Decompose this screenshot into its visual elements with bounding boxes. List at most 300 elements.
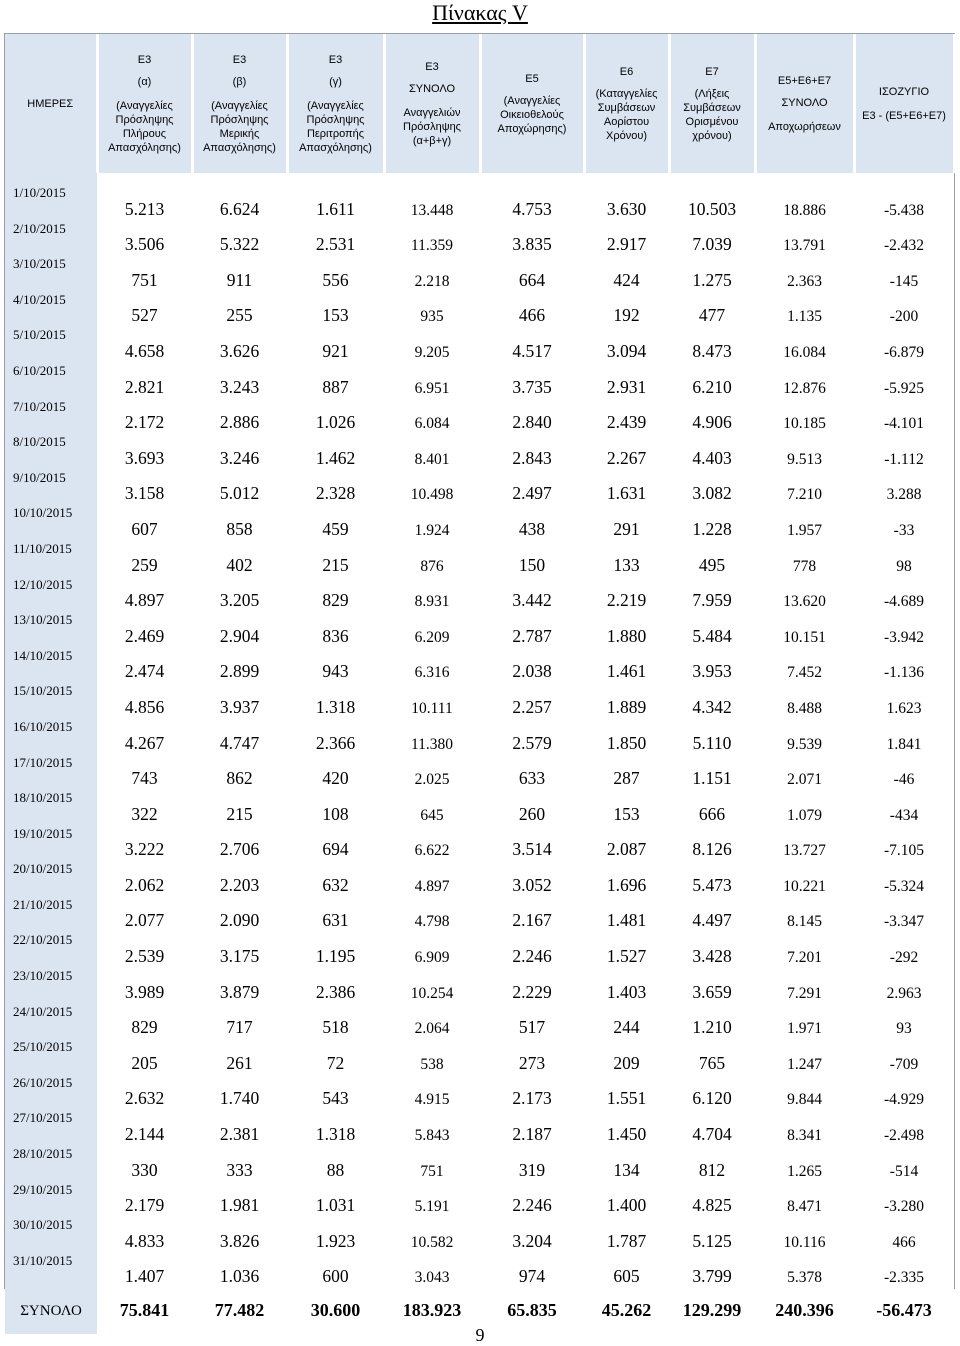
value-cell: 2.219 xyxy=(584,576,669,612)
value-cell: 2.179 xyxy=(97,1181,192,1217)
value-cell: 7.201 xyxy=(755,931,854,967)
total-value: 77.482 xyxy=(192,1287,287,1334)
column-code: Ε5 xyxy=(525,72,539,85)
value-cell: 2.579 xyxy=(480,718,584,754)
value-cell: 2.366 xyxy=(287,718,384,754)
value-cell: 1.079 xyxy=(755,789,854,825)
value-cell: 607 xyxy=(97,504,192,540)
value-cell: 2.386 xyxy=(287,967,384,1003)
value-cell: -514 xyxy=(854,1145,954,1181)
column-code: Ε5+Ε6+Ε7 xyxy=(777,74,832,87)
value-cell: 518 xyxy=(287,1003,384,1039)
value-cell: 6.951 xyxy=(384,362,480,398)
table-row xyxy=(5,433,954,469)
total-label: ΣΥΝΟΛΟ xyxy=(5,1287,97,1334)
value-cell: 1.696 xyxy=(584,860,669,896)
total-value: 75.841 xyxy=(97,1287,192,1334)
date-cell: 2/10/2015 xyxy=(5,220,97,256)
value-cell: 1.481 xyxy=(584,896,669,932)
value-cell: 887 xyxy=(287,362,384,398)
value-cell: 10.582 xyxy=(384,1216,480,1252)
spacer-cell xyxy=(755,173,854,184)
table-row xyxy=(5,1216,954,1252)
value-cell: 98 xyxy=(854,540,954,576)
total-value: 65.835 xyxy=(480,1287,584,1334)
value-cell: 1.841 xyxy=(854,718,954,754)
value-cell: 7.959 xyxy=(669,576,755,612)
value-cell: 3.735 xyxy=(480,362,584,398)
table-row xyxy=(5,789,954,825)
value-cell: 18.886 xyxy=(755,184,854,220)
value-cell: 1.631 xyxy=(584,469,669,505)
value-cell: 10.254 xyxy=(384,967,480,1003)
value-cell: 3.630 xyxy=(584,184,669,220)
value-cell: 632 xyxy=(287,860,384,896)
value-cell: 255 xyxy=(192,291,287,327)
data-table xyxy=(5,34,956,1334)
value-cell: -709 xyxy=(854,1038,954,1074)
value-cell: 2.328 xyxy=(287,469,384,505)
value-cell: -1.112 xyxy=(854,433,954,469)
value-cell: 2.144 xyxy=(97,1109,192,1145)
value-cell: 2.787 xyxy=(480,611,584,647)
date-cell: 19/10/2015 xyxy=(5,825,97,861)
value-cell: 2.840 xyxy=(480,398,584,434)
value-cell: -145 xyxy=(854,255,954,291)
value-cell: 322 xyxy=(97,789,192,825)
date-cell: 20/10/2015 xyxy=(5,860,97,896)
date-cell: 29/10/2015 xyxy=(5,1181,97,1217)
value-cell: 3.204 xyxy=(480,1216,584,1252)
value-cell: 3.094 xyxy=(584,326,669,362)
column-label: ΗΜΕΡΕΣ xyxy=(27,97,74,110)
value-cell: 273 xyxy=(480,1038,584,1074)
value-cell: 2.064 xyxy=(384,1003,480,1039)
value-cell: 3.659 xyxy=(669,967,755,1003)
value-cell: 751 xyxy=(97,255,192,291)
value-cell: 459 xyxy=(287,504,384,540)
value-cell: 1.450 xyxy=(584,1109,669,1145)
value-cell: 2.267 xyxy=(584,433,669,469)
value-cell: -5.438 xyxy=(854,184,954,220)
value-cell: 8.473 xyxy=(669,326,755,362)
value-cell: 3.175 xyxy=(192,931,287,967)
value-cell: 5.125 xyxy=(669,1216,755,1252)
value-cell: 2.038 xyxy=(480,647,584,683)
value-cell: 1.850 xyxy=(584,718,669,754)
table-row xyxy=(5,1074,954,1110)
table-header-row xyxy=(5,34,954,173)
value-cell: 631 xyxy=(287,896,384,932)
value-cell: 5.012 xyxy=(192,469,287,505)
value-cell: 717 xyxy=(192,1003,287,1039)
value-cell: 134 xyxy=(584,1145,669,1181)
column-header xyxy=(854,34,954,173)
value-cell: 1.623 xyxy=(854,682,954,718)
value-cell: 743 xyxy=(97,754,192,790)
value-cell: 2.246 xyxy=(480,931,584,967)
value-cell: 10.498 xyxy=(384,469,480,505)
value-cell: 8.401 xyxy=(384,433,480,469)
spacer-cell xyxy=(5,173,97,184)
value-cell: 664 xyxy=(480,255,584,291)
value-cell: 935 xyxy=(384,291,480,327)
value-cell: 261 xyxy=(192,1038,287,1074)
value-cell: 209 xyxy=(584,1038,669,1074)
value-cell: -5.925 xyxy=(854,362,954,398)
value-cell: 4.753 xyxy=(480,184,584,220)
column-label: Αναγγελιών Πρόσληψης (α+β+γ) xyxy=(403,106,461,147)
value-cell: 2.077 xyxy=(97,896,192,932)
value-cell: 9.205 xyxy=(384,326,480,362)
column-label: (γ) xyxy=(329,75,342,88)
value-cell: 438 xyxy=(480,504,584,540)
value-cell: -33 xyxy=(854,504,954,540)
value-cell: 8.126 xyxy=(669,825,755,861)
table-row xyxy=(5,576,954,612)
value-cell: 9.844 xyxy=(755,1074,854,1110)
date-cell: 24/10/2015 xyxy=(5,1003,97,1039)
table-row xyxy=(5,718,954,754)
value-cell: 2.539 xyxy=(97,931,192,967)
date-cell: 31/10/2015 xyxy=(5,1252,97,1288)
column-code: Ε3 xyxy=(232,53,247,66)
value-cell: -4.929 xyxy=(854,1074,954,1110)
value-cell: 5.378 xyxy=(755,1252,854,1288)
value-cell: 829 xyxy=(97,1003,192,1039)
column-code: Ε3 xyxy=(137,53,152,66)
value-cell: 291 xyxy=(584,504,669,540)
value-cell: 319 xyxy=(480,1145,584,1181)
table-row xyxy=(5,398,954,434)
column-label: ΣΥΝΟΛΟ xyxy=(781,96,828,109)
value-cell: 10.503 xyxy=(669,184,755,220)
value-cell: 6.909 xyxy=(384,931,480,967)
value-cell: 13.791 xyxy=(755,220,854,256)
value-cell: 1.924 xyxy=(384,504,480,540)
value-cell: 205 xyxy=(97,1038,192,1074)
column-header xyxy=(5,34,97,173)
value-cell: 4.897 xyxy=(97,576,192,612)
column-label: (Καταγγελίες Συμβάσεων Αορίστου Χρόνου) xyxy=(595,87,658,142)
value-cell: 2.381 xyxy=(192,1109,287,1145)
value-cell: 645 xyxy=(384,789,480,825)
date-cell: 26/10/2015 xyxy=(5,1074,97,1110)
value-cell: 911 xyxy=(192,255,287,291)
value-cell: 4.517 xyxy=(480,326,584,362)
table-row xyxy=(5,682,954,718)
value-cell: 1.036 xyxy=(192,1252,287,1288)
value-cell: 6.120 xyxy=(669,1074,755,1110)
value-cell: 3.835 xyxy=(480,220,584,256)
value-cell: -4.689 xyxy=(854,576,954,612)
value-cell: 4.897 xyxy=(384,860,480,896)
value-cell: 1.923 xyxy=(287,1216,384,1252)
value-cell: 3.082 xyxy=(669,469,755,505)
value-cell: 2.899 xyxy=(192,647,287,683)
value-cell: 538 xyxy=(384,1038,480,1074)
value-cell: 2.363 xyxy=(755,255,854,291)
value-cell: 836 xyxy=(287,611,384,647)
value-cell: 3.826 xyxy=(192,1216,287,1252)
value-cell: 4.747 xyxy=(192,718,287,754)
value-cell: 8.471 xyxy=(755,1181,854,1217)
date-cell: 9/10/2015 xyxy=(5,469,97,505)
value-cell: 2.090 xyxy=(192,896,287,932)
value-cell: 778 xyxy=(755,540,854,576)
value-cell: 1.026 xyxy=(287,398,384,434)
table-row xyxy=(5,931,954,967)
value-cell: 1.880 xyxy=(584,611,669,647)
table-row xyxy=(5,469,954,505)
value-cell: 2.071 xyxy=(755,754,854,790)
page-number: 9 xyxy=(475,1325,485,1345)
value-cell: 1.740 xyxy=(192,1074,287,1110)
value-cell: 424 xyxy=(584,255,669,291)
table-row xyxy=(5,825,954,861)
value-cell: 4.915 xyxy=(384,1074,480,1110)
value-cell: 2.229 xyxy=(480,967,584,1003)
value-cell: 88 xyxy=(287,1145,384,1181)
value-cell: 2.167 xyxy=(480,896,584,932)
value-cell: -6.879 xyxy=(854,326,954,362)
value-cell: 3.043 xyxy=(384,1252,480,1288)
value-cell: 2.172 xyxy=(97,398,192,434)
value-cell: 4.403 xyxy=(669,433,755,469)
value-cell: 1.318 xyxy=(287,682,384,718)
value-cell: 2.843 xyxy=(480,433,584,469)
value-cell: 3.514 xyxy=(480,825,584,861)
value-cell: 2.963 xyxy=(854,967,954,1003)
value-cell: 10.116 xyxy=(755,1216,854,1252)
value-cell: 402 xyxy=(192,540,287,576)
column-header xyxy=(584,34,669,173)
total-value: 183.923 xyxy=(384,1287,480,1334)
date-cell: 18/10/2015 xyxy=(5,789,97,825)
value-cell: 1.195 xyxy=(287,931,384,967)
value-cell: 2.218 xyxy=(384,255,480,291)
value-cell: 3.205 xyxy=(192,576,287,612)
value-cell: 3.243 xyxy=(192,362,287,398)
table-row xyxy=(5,896,954,932)
value-cell: 921 xyxy=(287,326,384,362)
value-cell: -3.280 xyxy=(854,1181,954,1217)
table-row xyxy=(5,255,954,291)
value-cell: 2.904 xyxy=(192,611,287,647)
value-cell: 259 xyxy=(97,540,192,576)
value-cell: 10.151 xyxy=(755,611,854,647)
value-cell: 2.203 xyxy=(192,860,287,896)
table-row xyxy=(5,754,954,790)
value-cell: 3.799 xyxy=(669,1252,755,1288)
value-cell: -292 xyxy=(854,931,954,967)
value-cell: 3.879 xyxy=(192,967,287,1003)
column-label: (β) xyxy=(232,75,247,88)
value-cell: 1.889 xyxy=(584,682,669,718)
value-cell: 5.484 xyxy=(669,611,755,647)
value-cell: 4.906 xyxy=(669,398,755,434)
value-cell: 3.288 xyxy=(854,469,954,505)
date-cell: 5/10/2015 xyxy=(5,326,97,362)
value-cell: 527 xyxy=(97,291,192,327)
column-label: (α) xyxy=(137,75,152,88)
date-cell: 27/10/2015 xyxy=(5,1109,97,1145)
value-cell: 2.931 xyxy=(584,362,669,398)
table-row xyxy=(5,1181,954,1217)
value-cell: 829 xyxy=(287,576,384,612)
value-cell: 72 xyxy=(287,1038,384,1074)
column-label: (Αναγγελίες Πρόσληψης Πλήρους Απασχόλησης) xyxy=(108,99,181,154)
date-cell: 22/10/2015 xyxy=(5,931,97,967)
value-cell: 4.704 xyxy=(669,1109,755,1145)
value-cell: 4.825 xyxy=(669,1181,755,1217)
value-cell: -46 xyxy=(854,754,954,790)
value-cell: 4.497 xyxy=(669,896,755,932)
value-cell: 812 xyxy=(669,1145,755,1181)
table-row xyxy=(5,220,954,256)
date-cell: 12/10/2015 xyxy=(5,576,97,612)
column-code: Ε3 xyxy=(328,53,343,66)
value-cell: 4.658 xyxy=(97,326,192,362)
table-row xyxy=(5,1145,954,1181)
value-cell: 2.087 xyxy=(584,825,669,861)
date-cell: 3/10/2015 xyxy=(5,255,97,291)
column-header xyxy=(97,34,192,173)
value-cell: 1.971 xyxy=(755,1003,854,1039)
value-cell: 108 xyxy=(287,789,384,825)
column-code: Ε3 xyxy=(425,60,439,73)
value-cell: 11.359 xyxy=(384,220,480,256)
value-cell: 694 xyxy=(287,825,384,861)
date-cell: 17/10/2015 xyxy=(5,754,97,790)
value-cell: 3.626 xyxy=(192,326,287,362)
value-cell: 6.210 xyxy=(669,362,755,398)
date-cell: 30/10/2015 xyxy=(5,1216,97,1252)
value-cell: 153 xyxy=(287,291,384,327)
date-cell: 6/10/2015 xyxy=(5,362,97,398)
value-cell: 858 xyxy=(192,504,287,540)
column-header xyxy=(287,34,384,173)
table-row xyxy=(5,647,954,683)
value-cell: 93 xyxy=(854,1003,954,1039)
value-cell: 2.439 xyxy=(584,398,669,434)
value-cell: 3.428 xyxy=(669,931,755,967)
value-cell: 1.400 xyxy=(584,1181,669,1217)
value-cell: 8.931 xyxy=(384,576,480,612)
value-cell: 2.886 xyxy=(192,398,287,434)
value-cell: 974 xyxy=(480,1252,584,1288)
value-cell: 10.111 xyxy=(384,682,480,718)
value-cell: 13.620 xyxy=(755,576,854,612)
spacer-cell xyxy=(480,173,584,184)
value-cell: 466 xyxy=(480,291,584,327)
value-cell: 12.876 xyxy=(755,362,854,398)
value-cell: 6.622 xyxy=(384,825,480,861)
value-cell: 420 xyxy=(287,754,384,790)
value-cell: 2.246 xyxy=(480,1181,584,1217)
value-cell: -1.136 xyxy=(854,647,954,683)
column-header xyxy=(755,34,854,173)
value-cell: 4.798 xyxy=(384,896,480,932)
column-label: ΣΥΝΟΛΟ xyxy=(408,82,456,95)
value-cell: 3.442 xyxy=(480,576,584,612)
value-cell: 5.110 xyxy=(669,718,755,754)
value-cell: 4.856 xyxy=(97,682,192,718)
value-cell: 2.821 xyxy=(97,362,192,398)
column-header xyxy=(192,34,287,173)
value-cell: 2.173 xyxy=(480,1074,584,1110)
value-cell: 5.213 xyxy=(97,184,192,220)
value-cell: 13.448 xyxy=(384,184,480,220)
value-cell: 3.953 xyxy=(669,647,755,683)
value-cell: 1.031 xyxy=(287,1181,384,1217)
data-table-container xyxy=(4,33,955,1321)
table-row xyxy=(5,1109,954,1145)
value-cell: 333 xyxy=(192,1145,287,1181)
value-cell: 3.246 xyxy=(192,433,287,469)
value-cell: 9.539 xyxy=(755,718,854,754)
value-cell: 4.833 xyxy=(97,1216,192,1252)
value-cell: 1.228 xyxy=(669,504,755,540)
value-cell: 3.222 xyxy=(97,825,192,861)
value-cell: 8.341 xyxy=(755,1109,854,1145)
value-cell: 3.158 xyxy=(97,469,192,505)
date-cell: 7/10/2015 xyxy=(5,398,97,434)
date-cell: 23/10/2015 xyxy=(5,967,97,1003)
column-code: Ε6 xyxy=(619,65,634,78)
value-cell: 9.513 xyxy=(755,433,854,469)
date-cell: 28/10/2015 xyxy=(5,1145,97,1181)
value-cell: 633 xyxy=(480,754,584,790)
value-cell: 2.062 xyxy=(97,860,192,896)
value-cell: 2.497 xyxy=(480,469,584,505)
value-cell: 1.462 xyxy=(287,433,384,469)
value-cell: 605 xyxy=(584,1252,669,1288)
column-label: (Αναγγελίες Πρόσληψης Μερικής Απασχόλησης) xyxy=(203,99,276,154)
spacer-cell xyxy=(287,173,384,184)
value-cell: 4.342 xyxy=(669,682,755,718)
value-cell: 1.135 xyxy=(755,291,854,327)
table-row xyxy=(5,860,954,896)
value-cell: 287 xyxy=(584,754,669,790)
total-value: 240.396 xyxy=(755,1287,854,1334)
value-cell: 2.257 xyxy=(480,682,584,718)
value-cell: 5.473 xyxy=(669,860,755,896)
table-row xyxy=(5,362,954,398)
value-cell: -7.105 xyxy=(854,825,954,861)
column-label: Αποχωρήσεων xyxy=(768,120,841,133)
value-cell: 4.267 xyxy=(97,718,192,754)
column-code: Ε7 xyxy=(705,65,719,78)
value-cell: -4.101 xyxy=(854,398,954,434)
table-row xyxy=(5,611,954,647)
value-cell: 2.632 xyxy=(97,1074,192,1110)
value-cell: 543 xyxy=(287,1074,384,1110)
value-cell: 10.221 xyxy=(755,860,854,896)
value-cell: 2.531 xyxy=(287,220,384,256)
column-label: Ε3 - (Ε5+Ε6+Ε7) xyxy=(862,109,946,122)
page-title: Πίνακας V xyxy=(432,0,528,25)
spacer-cell xyxy=(854,173,954,184)
value-cell: 751 xyxy=(384,1145,480,1181)
date-cell: 15/10/2015 xyxy=(5,682,97,718)
value-cell: 556 xyxy=(287,255,384,291)
value-cell: 466 xyxy=(854,1216,954,1252)
value-cell: 1.151 xyxy=(669,754,755,790)
column-label: (Αναγγελίες Πρόσληψης Περιτροπής Απασχόλησης) xyxy=(299,99,372,154)
value-cell: 1.403 xyxy=(584,967,669,1003)
value-cell: 5.322 xyxy=(192,220,287,256)
